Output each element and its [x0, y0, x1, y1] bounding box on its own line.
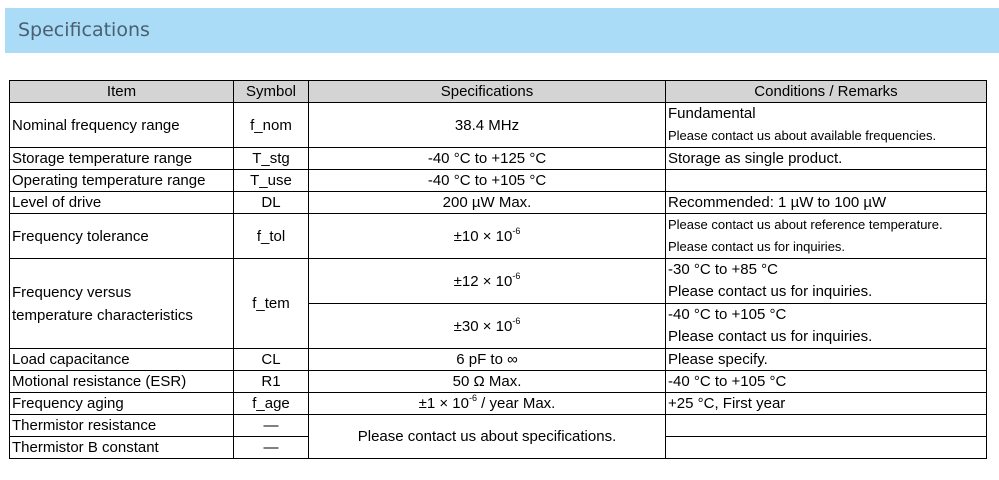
remark-cell: [666, 437, 987, 459]
table-row: [10, 349, 987, 371]
spec-cell: [309, 214, 666, 259]
spec-cell: [309, 304, 666, 349]
remark-cell: [666, 214, 987, 259]
item-cell: Storage temperature range: [10, 148, 234, 170]
column-header-symbol: Symbol: [234, 81, 309, 103]
remark-cell: Please specify.: [666, 349, 987, 371]
item-cell: Frequency aging: [10, 393, 234, 415]
column-header-item: Item: [10, 81, 234, 103]
remark-cell: [666, 304, 987, 349]
section-header: [5, 8, 999, 53]
remark-line: Please contact us for inquiries.: [668, 239, 846, 254]
table-row: [10, 170, 987, 192]
table-row: [10, 415, 987, 437]
remark-cell: +25 °C, First year: [666, 393, 987, 415]
spec-cell: -40 °C to +125 °C: [309, 148, 666, 170]
spec-exponent: -6: [512, 315, 521, 326]
item-cell: Operating temperature range: [10, 170, 234, 192]
spec-value: ±30 × 10: [453, 317, 513, 335]
spec-cell: [309, 259, 666, 304]
item-cell: Thermistor B constant: [10, 437, 234, 459]
spec-value: ±12 × 10: [453, 272, 513, 290]
symbol-cell: T_use: [234, 170, 309, 192]
table-row: [10, 393, 987, 415]
remark-line: -40 °C to +105 °C: [668, 306, 787, 323]
item-cell: [10, 259, 234, 349]
item-line: Frequency versus: [12, 283, 132, 301]
remark-cell: Storage as single product.: [666, 148, 987, 170]
symbol-cell: T_stg: [234, 148, 309, 170]
spec-exponent: -6: [512, 270, 521, 281]
symbol-cell: CL: [234, 349, 309, 371]
symbol-cell: f_nom: [234, 103, 309, 148]
item-line: temperature characteristics: [12, 306, 193, 324]
remark-cell: -40 °C to +105 °C: [666, 371, 987, 393]
table-row: [10, 371, 987, 393]
remark-cell: Recommended: 1 µW to 100 µW: [666, 192, 987, 214]
symbol-cell: —: [234, 437, 309, 459]
item-cell: Nominal frequency range: [10, 103, 234, 148]
spec-cell: 50 Ω Max.: [309, 371, 666, 393]
spec-suffix: / year Max.: [477, 395, 556, 412]
symbol-cell: f_tol: [234, 214, 309, 259]
item-cell: Load capacitance: [10, 349, 234, 371]
table-header-row: [10, 81, 987, 103]
remark-line: Please contact us about available frequencies.: [668, 128, 937, 143]
symbol-cell: f_tem: [234, 259, 309, 349]
table-row: [10, 259, 987, 304]
spec-exponent: -6: [468, 393, 477, 403]
spec-cell: -40 °C to +105 °C: [309, 170, 666, 192]
table-row: [10, 103, 987, 148]
remark-cell: [666, 259, 987, 304]
spec-value: ±10 × 10: [453, 227, 513, 245]
spec-exponent: -6: [512, 225, 521, 236]
symbol-cell: R1: [234, 371, 309, 393]
item-cell: Level of drive: [10, 192, 234, 214]
item-cell: Motional resistance (ESR): [10, 371, 234, 393]
column-header-remarks: Conditions / Remarks: [666, 81, 987, 103]
spec-cell: 200 µW Max.: [309, 192, 666, 214]
item-cell: Thermistor resistance: [10, 415, 234, 437]
column-header-specifications: Specifications: [309, 81, 666, 103]
remark-line: -30 °C to +85 °C: [668, 261, 778, 278]
symbol-cell: f_age: [234, 393, 309, 415]
remark-cell: [666, 415, 987, 437]
table-row: [10, 192, 987, 214]
table-row: [10, 214, 987, 259]
symbol-cell: DL: [234, 192, 309, 214]
remark-line: Fundamental: [668, 105, 756, 122]
table-row: [10, 148, 987, 170]
remark-line: Please contact us for inquiries.: [668, 283, 873, 300]
remark-cell: [666, 170, 987, 192]
symbol-cell: —: [234, 415, 309, 437]
spec-cell: 38.4 MHz: [309, 103, 666, 148]
item-cell: Frequency tolerance: [10, 214, 234, 259]
remark-line: Please contact us about reference temperature.: [668, 217, 943, 232]
spec-cell: [309, 393, 666, 415]
section-title: Specifications: [18, 19, 150, 41]
spec-value: ±1 × 10: [418, 395, 469, 412]
specifications-table: [9, 80, 987, 459]
remark-cell: [666, 103, 987, 148]
remark-line: Please contact us for inquiries.: [668, 328, 873, 345]
spec-cell: 6 pF to ∞: [309, 349, 666, 371]
spec-cell: Please contact us about specifications.: [309, 415, 666, 459]
